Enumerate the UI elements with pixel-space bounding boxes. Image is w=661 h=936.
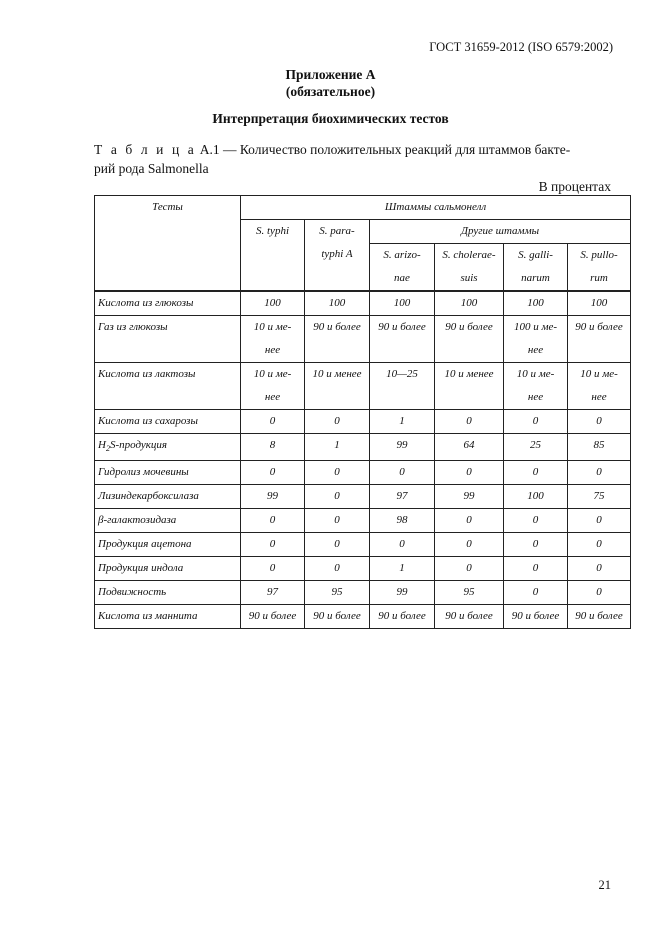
header-strain-line1: S. para- [319, 225, 355, 237]
value-cell [305, 291, 370, 316]
value-cell [504, 316, 568, 363]
value-cell [305, 533, 370, 557]
value-cell [305, 316, 370, 363]
value-line: 99 [267, 490, 278, 503]
value-line: 90 и более [313, 610, 361, 623]
test-name-cell: Газ из глюкозы [95, 316, 241, 363]
value-line: 0 [334, 562, 340, 575]
value-cell [305, 363, 370, 410]
value-line: 10 и менее [444, 368, 494, 380]
table-row [95, 485, 631, 509]
value-cell [504, 461, 568, 485]
value-cell [435, 363, 504, 410]
units-label: В процентах [538, 179, 611, 194]
value-line: 0 [334, 538, 340, 551]
value-line: 0 [399, 466, 405, 479]
value-cell [568, 485, 631, 509]
value-line: 75 [593, 490, 605, 503]
table-row [95, 410, 631, 434]
header-strain-line1: S. typhi [256, 225, 289, 237]
value-line: 10—25 [386, 368, 418, 380]
value-cell [305, 509, 370, 533]
test-name-suffix: S-продукция [109, 439, 168, 451]
value-cell [504, 434, 568, 461]
value-line: 10 и ме- [580, 368, 618, 380]
test-name-cell: Лизиндекарбоксилаза [95, 485, 241, 509]
value-cell [435, 291, 504, 316]
value-line: 10 и менее [312, 368, 362, 380]
value-line: 10 и ме- [516, 368, 555, 380]
value-cell [241, 316, 305, 363]
test-name-cell: Кислота из лактозы [95, 363, 241, 410]
value-cell [305, 605, 370, 629]
value-cell [241, 485, 305, 509]
value-line: 8 [269, 439, 276, 451]
header-tests: Тесты [95, 196, 241, 292]
table-row [95, 581, 631, 605]
caption-text-line2: рий рода Salmonella [94, 161, 209, 176]
value-cell [504, 557, 568, 581]
value-line: 100 [328, 297, 346, 309]
biochemical-tests-table [94, 195, 631, 629]
value-cell [370, 605, 435, 629]
value-line: 0 [532, 466, 539, 479]
header-strain-line1: S. galli- [518, 249, 553, 261]
table-row [95, 605, 631, 629]
value-cell [370, 291, 435, 316]
value-line: 90 и более [378, 321, 426, 333]
value-cell [305, 434, 370, 461]
value-cell [504, 485, 568, 509]
value-cell [370, 557, 435, 581]
value-cell [241, 363, 305, 410]
value-cell [241, 605, 305, 629]
header-strain-line2: nae [394, 272, 410, 284]
value-line: 0 [334, 490, 340, 503]
value-line: 95 [463, 586, 475, 599]
test-name-cell: Гидролиз мочевины [95, 461, 241, 485]
value-line: 0 [466, 466, 472, 479]
value-cell [241, 410, 305, 434]
value-line: 99 [396, 586, 408, 599]
value-line: 0 [596, 538, 602, 551]
value-cell [305, 581, 370, 605]
header-strain-line2: rum [590, 272, 608, 284]
test-name-cell: Подвижность [95, 581, 241, 605]
value-cell [568, 509, 631, 533]
value-line: 97 [396, 490, 408, 503]
section-title: Интерпретация биохимических тестов [212, 111, 449, 126]
value-line: 0 [334, 415, 340, 427]
value-cell [370, 434, 435, 461]
value-line: 0 [399, 538, 405, 551]
value-line: нее [264, 391, 281, 403]
value-cell [241, 434, 305, 461]
header-strains: Штаммы сальмонелл [241, 196, 631, 220]
standard-number: ГОСТ 31659-2012 (ISO 6579:2002) [429, 40, 613, 54]
test-name-cell: Кислота из сахарозы [95, 410, 241, 434]
header-strain-2 [370, 244, 435, 292]
table-row [95, 291, 631, 316]
value-line: 0 [596, 415, 602, 427]
value-cell [305, 410, 370, 434]
test-name-cell: Продукция ацетона [95, 533, 241, 557]
value-cell [504, 533, 568, 557]
value-cell [568, 581, 631, 605]
value-line: 85 [593, 439, 605, 451]
value-line: 1 [334, 439, 340, 451]
value-cell [370, 509, 435, 533]
value-line: 0 [269, 415, 276, 427]
header-strain-line1: S. cholerae- [442, 249, 496, 261]
table-row [95, 316, 631, 363]
value-line: 90 и более [445, 321, 493, 333]
value-line: 100 [590, 297, 608, 309]
value-cell [370, 533, 435, 557]
value-cell [241, 581, 305, 605]
value-line: 0 [334, 514, 340, 527]
value-line: 97 [267, 586, 278, 599]
value-cell [435, 605, 504, 629]
value-line: 99 [463, 490, 475, 503]
value-cell [568, 533, 631, 557]
value-cell [435, 509, 504, 533]
table-caption [94, 140, 612, 178]
test-name-cell: β-галактозидаза [95, 509, 241, 533]
table-row [95, 461, 631, 485]
header-strain-line1: S. arizo- [383, 249, 421, 261]
value-cell [305, 485, 370, 509]
value-line: 100 [460, 297, 478, 309]
appendix-subtitle: (обязательное) [285, 84, 376, 99]
value-cell [435, 485, 504, 509]
test-name-cell: Кислота из маннита [95, 605, 241, 629]
value-line: 95 [331, 586, 343, 599]
table-row [95, 557, 631, 581]
header-strain-4 [504, 244, 568, 292]
value-cell [504, 363, 568, 410]
value-line: 0 [596, 562, 602, 575]
value-line: 90 и более [313, 321, 361, 333]
value-line: 99 [396, 439, 408, 451]
value-line: 0 [269, 466, 276, 479]
value-line: 0 [596, 466, 602, 479]
value-line: 0 [269, 538, 276, 551]
value-cell [241, 557, 305, 581]
value-line: 0 [269, 562, 276, 575]
value-line: 90 и более [378, 610, 426, 623]
value-cell [370, 410, 435, 434]
value-cell [241, 509, 305, 533]
value-line: 90 и более [511, 610, 560, 623]
value-cell [568, 363, 631, 410]
value-line: 100 [527, 490, 544, 503]
header-strain-1 [305, 220, 370, 292]
value-line: 90 и более [445, 610, 493, 623]
value-cell [504, 410, 568, 434]
value-line: 100 [527, 297, 544, 309]
page-number: 21 [598, 878, 611, 892]
value-cell [241, 291, 305, 316]
header-strain-3 [435, 244, 504, 292]
value-line: 10 и ме- [253, 368, 292, 380]
value-cell [370, 461, 435, 485]
value-line: 100 [264, 297, 281, 309]
value-cell [568, 605, 631, 629]
header-strain-line1: S. pullo- [580, 249, 618, 261]
value-cell [568, 557, 631, 581]
value-cell [370, 316, 435, 363]
test-name-cell: Кислота из глюкозы [95, 291, 241, 316]
test-name-cell: Продукция индола [95, 557, 241, 581]
value-line: 0 [532, 562, 539, 575]
value-cell [435, 410, 504, 434]
value-cell [504, 581, 568, 605]
value-line: 1 [399, 562, 405, 575]
header-strain-line2: suis [460, 272, 478, 284]
value-cell [504, 605, 568, 629]
value-cell [370, 363, 435, 410]
value-cell [435, 581, 504, 605]
value-line: 100 и ме- [513, 321, 558, 333]
value-line: 1 [399, 415, 405, 427]
value-cell [568, 434, 631, 461]
value-line: 64 [463, 439, 475, 451]
value-line: 25 [530, 439, 541, 451]
value-cell [568, 410, 631, 434]
value-line: 0 [466, 514, 472, 527]
value-cell [241, 533, 305, 557]
header-strain-0 [241, 220, 305, 292]
value-line: нее [527, 344, 544, 356]
value-line: 90 и более [575, 321, 623, 333]
value-line: 0 [532, 538, 539, 551]
value-line: 100 [393, 297, 411, 309]
value-cell [370, 581, 435, 605]
value-cell [435, 316, 504, 363]
value-line: 0 [532, 586, 539, 599]
appendix-title: Приложение А [285, 67, 376, 82]
value-line: нее [527, 391, 544, 403]
caption-number: А.1 [199, 142, 220, 157]
value-line: 10 и ме- [253, 321, 292, 333]
value-line: 0 [466, 538, 472, 551]
value-cell [305, 557, 370, 581]
table-row [95, 509, 631, 533]
value-cell [504, 291, 568, 316]
value-line: 0 [466, 415, 472, 427]
header-other-strains: Другие штаммы [370, 220, 631, 244]
header-strain-line2: narum [521, 272, 550, 284]
value-cell [568, 461, 631, 485]
table-row [95, 434, 631, 461]
test-name-subscript: 2 [105, 444, 110, 454]
value-line: 0 [596, 514, 602, 527]
value-line: нее [591, 391, 607, 403]
value-cell [435, 557, 504, 581]
value-line: 90 и более [575, 610, 623, 623]
caption-text-line1: — Количество положительных реакций для штаммов бакте- [219, 142, 571, 157]
value-line: нее [264, 344, 281, 356]
value-line: 0 [532, 514, 539, 527]
value-cell [504, 509, 568, 533]
table-row [95, 533, 631, 557]
value-line: 0 [466, 562, 472, 575]
appendix-heading [0, 66, 661, 100]
value-cell [568, 316, 631, 363]
value-cell [435, 434, 504, 461]
value-line: 0 [334, 466, 340, 479]
value-cell [435, 533, 504, 557]
value-line: 90 и более [248, 610, 297, 623]
table-row [95, 363, 631, 410]
value-line: 0 [269, 514, 276, 527]
value-cell [305, 461, 370, 485]
value-cell [568, 291, 631, 316]
test-name-prefix: H [98, 439, 106, 451]
test-name-cell [95, 434, 241, 461]
value-line: 0 [596, 586, 602, 599]
value-cell [241, 461, 305, 485]
header-strain-5 [568, 244, 631, 292]
caption-prefix: Т а б л и ц а [94, 142, 197, 157]
table-body [95, 291, 631, 629]
value-cell [370, 485, 435, 509]
value-cell [435, 461, 504, 485]
value-line: 98 [396, 514, 408, 527]
header-strain-line2: typhi A [321, 248, 353, 260]
value-line: 0 [532, 415, 539, 427]
